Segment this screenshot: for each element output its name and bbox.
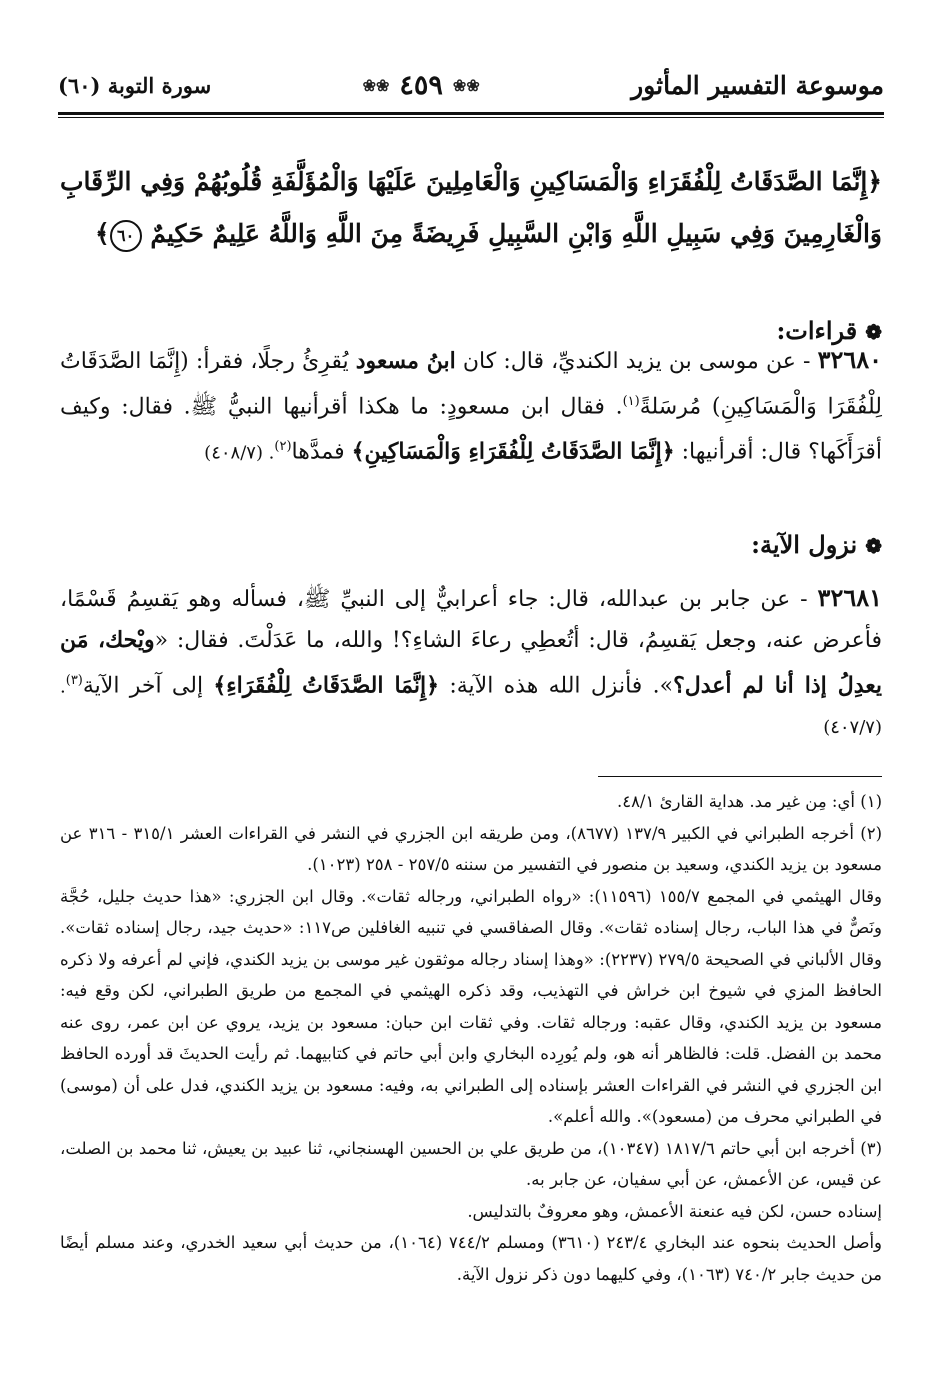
volume-ref: . (٤٠٧/٧) bbox=[60, 676, 882, 739]
surah-title: سورة التوبة (٦٠) bbox=[58, 72, 212, 98]
section-heading-text: نزول الآية: bbox=[751, 530, 858, 559]
section-heading-text: قراءات: bbox=[776, 316, 858, 345]
verse-text: ﴿إِنَّمَا الصَّدَقَاتُ لِلْفُقَرَاءِ وَالْمَسَاكِينِ وَالْعَامِلِينَ عَلَيْهَا وَالْمُؤَلَّفَةِ قُلُوبُهُمْ وَفِي الرِّقَابِ وَالْغَارِمِينَ وَفِي سَبِيلِ اللَّهِ وَابْنِ السَّبِيلِ فَرِيضَةً مِنَ اللَّهِ وَاللَّهُ عَلِيمٌ حَكِيمٌ bbox=[60, 167, 882, 248]
page-number-group bbox=[363, 70, 480, 101]
volume-ref: . (٤٠٨/٧) bbox=[204, 442, 275, 464]
footnote-2-cont: وقال الهيثمي في المجمع ١٥٥/٧ (١١٥٩٦): «رواه الطبراني، ورجاله ثقات». وقال ابن الجزري: «هذا حديث جليل، حُجَّة ونَصٌّ في هذا الباب، رجال إسناده ثقات». وقال الصفاقسي في تنبيه الغافلين ص١١٧: «حديث جيد، رجال إسناده ثقات». وقال الألباني في الصحيحة ٢٧٩/٥ (٢٢٣٧): «وهذا إسناد رجاله موثقون غير موسى بن يزيد الكندي، فإني لم أعرفه ولا ذكره الحافظ المزي في شيوخ ابن خراش في التهذيب، وقد ذكره الهيثمي في المجمع من طريق الطبراني، لكن وقع فيه: مسعود بن يزيد الكندي، وقال عقبه: ورجاله ثقات. وفي ثقات ابن حبان: مسعود بن يزيد، يروي عن ابن عمر، روى عنه محمد بن الفضل. قلت: فالظاهر أنه هو، ولم يُورِده البخاري وابن أبي حاتم في كتابيهما. ثم رأيت الحديثَ قد أورده الحافظ ابن الجزري في النشر في القراءات العشر بإسناده إلى الطبراني به، وفيه: مسعود بن يزيد الكندي، فدل على أن (موسى) في الطبراني محرف من (مسعود)». والله أعلم». bbox=[60, 886, 882, 1126]
header-divider bbox=[58, 112, 884, 118]
ayah-number-badge: ٦٠ bbox=[110, 220, 142, 252]
footnote-3: (٣) أخرجه ابن أبي حاتم ١٨١٧/٦ (١٠٣٤٧)، من طريق علي بن الحسين الهسنجاني، ثنا عبيد بن يعيش، ثنا محمد بن الصلت، عن قيس، عن الأعمش، عن أبي سفيان، عن جابر به. bbox=[60, 1138, 882, 1189]
footnote-3-cont: وأصل الحديث بنحوه عند البخاري ٢٤٣/٤ (٣٦١٠) ومسلم ٧٤٤/٢ (١٠٦٤)، من حديث أبي سعيد الخدري، وعند مسلم أيضًا من حديث جابر ٧٤٠/٢ (١٠٦٣)، وفي كليهما دون ذكر نزول الآية. bbox=[60, 1233, 883, 1284]
page-header bbox=[58, 62, 884, 108]
narration-text: - عن جابر بن عبدالله، قال: جاء أعرابيٌّ إلى النبيِّ ﷺ، فسأله وهو يَقسِمُ قَسْمًا، فأعرض عنه، وجعل يَقسِمُ، قال: أتُعطِي رعاءَ الشاءِ؟! والله، ما عَدَلْتَ. فقال: « bbox=[60, 587, 883, 653]
narration-number: ٣٢٦٨١ bbox=[817, 583, 882, 612]
verse-quote: ﴿إِنَّمَا الصَّدَقَاتُ لِلْفُقَرَاءِ﴾ bbox=[213, 672, 440, 699]
footnote-ref[interactable]: (١) bbox=[622, 394, 640, 409]
narration-32681 bbox=[60, 578, 882, 748]
verse-quote: ﴿إِنَّمَا الصَّدَقَاتُ لِلْفُقَرَاءِ وَالْمَسَاكِينِ﴾ bbox=[351, 438, 675, 465]
narration-text: ». فأنزل الله هذه الآية: bbox=[439, 673, 674, 699]
narration-32680 bbox=[60, 340, 882, 474]
page-number: ٤٥٩ bbox=[399, 69, 443, 101]
flower-icon: ❁ bbox=[865, 320, 882, 344]
narration-number: ٣٢٦٨٠ bbox=[817, 345, 883, 374]
narration-text: فمدَّها bbox=[291, 439, 352, 465]
narration-bold: ويْحك، مَن يعدِلُ إذا أنا لم أعدل؟ bbox=[60, 627, 882, 699]
narration-text: - عن موسى بن يزيد الكنديِّ، قال: كان bbox=[455, 349, 818, 374]
narration-text: إلى آخر الآية bbox=[82, 673, 214, 699]
section-heading-revelation bbox=[60, 530, 882, 559]
footnote-ref[interactable]: (٢) bbox=[274, 439, 292, 455]
book-title: موسوعة التفسير المأثور bbox=[631, 70, 884, 100]
footnote-1: (١) أي: مِن غير مد. هداية القارئ ٤٨/١. bbox=[616, 792, 882, 811]
flower-icon: ❁ bbox=[865, 534, 882, 558]
footnote-3-cont: إسناده حسن، لكن فيه عنعنة الأعمش، وهو معروفٌ بالتدليس. bbox=[467, 1201, 882, 1221]
ornament-icon: ❀❀ bbox=[452, 75, 480, 95]
footnote-divider bbox=[598, 776, 882, 777]
footnote-ref[interactable]: (٣) bbox=[65, 673, 83, 688]
footnotes bbox=[60, 786, 882, 1290]
narration-bold: ابنُ مسعود bbox=[355, 348, 456, 374]
footnote-2: (٢) أخرجه الطبراني في الكبير ١٣٧/٩ (٨٦٧٧)، ومن طريقه ابن الجزري في النشر في القراءات العشر ٣١٥/١ - ٣١٦ عن مسعود بن يزيد الكندي، وسعيد بن منصور في التفسير من سننه ٢٥٧/٥ - ٢٥٨ (١٠٢٣). bbox=[60, 823, 882, 874]
ornament-icon: ❀❀ bbox=[362, 75, 390, 95]
verse-close: ﴾ bbox=[94, 219, 110, 248]
narration-text: يُقرِئُ رجلًا، فقرأ: (إِنَّمَا الصَّدَقَاتُ لِلْفُقَرَا وَالْمَسَاكِينِ) مُرسَلةً bbox=[60, 349, 882, 420]
narration-text: . فقال ابن مسعودٍ: ما هكذا أقرأنيها النبيُّ ﷺ. فقال: وكيف أقرَأَكَها؟ قال: أقرأنيها: bbox=[60, 394, 882, 465]
quran-verse bbox=[60, 156, 882, 260]
